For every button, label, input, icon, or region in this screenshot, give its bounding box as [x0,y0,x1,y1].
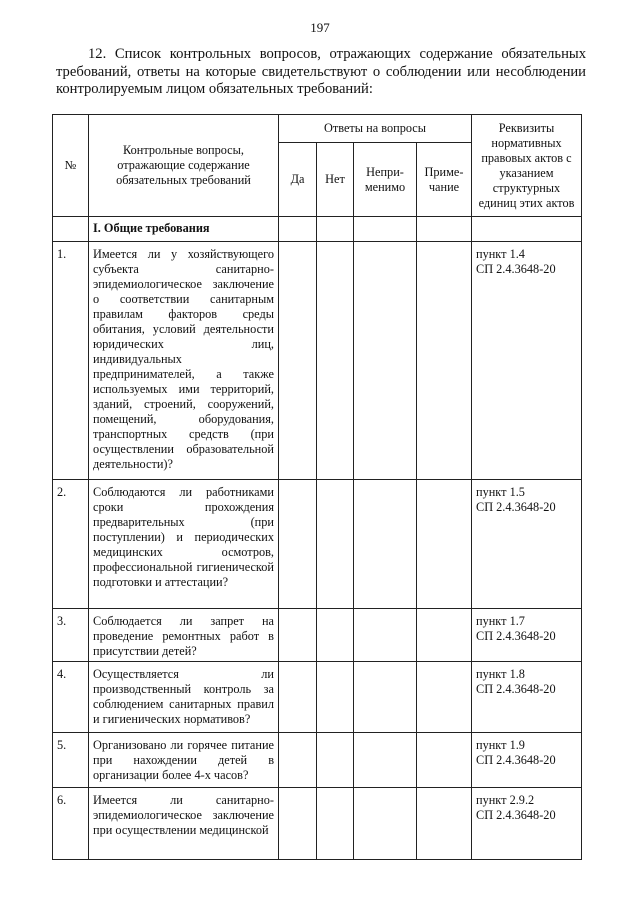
answer-yes-cell [279,480,317,609]
answer-yes-cell [279,242,317,480]
answer-note-cell [417,788,472,860]
answer-note-cell [417,480,472,609]
table-row [53,609,582,662]
header-na: Непри-менимо [354,143,417,217]
table-row [53,733,582,788]
row-num: 3. [53,609,89,662]
table-row [53,788,582,860]
answer-no-cell [317,242,354,480]
answer-no-cell [317,733,354,788]
page-number: 197 [310,20,330,35]
answer-cell [279,217,317,242]
row-question: Соблюдаются ли работниками сроки прохождения предварительных (при поступлении) и периодических медицинских осмотров, профессиональной гигиенической подготовки и аттестации? [89,480,279,609]
header-num: № [53,115,89,217]
answer-no-cell [317,788,354,860]
section-title: I. Общие требования [89,217,279,242]
row-requisites: пункт 1.7 СП 2.4.3648-20 [472,609,582,662]
answer-yes-cell [279,733,317,788]
answer-no-cell [317,480,354,609]
answer-yes-cell [279,662,317,733]
table-row [53,480,582,609]
answer-na-cell [354,242,417,480]
row-num: 4. [53,662,89,733]
header-yes: Да [279,143,317,217]
table-row [53,662,582,733]
answer-na-cell [354,662,417,733]
section-num-cell [53,217,89,242]
row-requisites: пункт 1.4 СП 2.4.3648-20 [472,242,582,480]
answer-no-cell [317,609,354,662]
row-question: Имеется ли санитарно-эпидемиологическое заключение при осуществлении медицинской [89,788,279,860]
answer-na-cell [354,788,417,860]
checklist-table [52,114,582,860]
row-num: 2. [53,480,89,609]
list-heading: 12. Список контрольных вопросов, отражающих содержание обязательных требований, ответы на которые свидетельствуют о соблюдении или несоблюдении контролируемым лицом обязательных требований: [56,46,586,97]
header-note: Приме-чание [417,143,472,217]
row-question: Осуществляется ли производственный контроль за соблюдением санитарных правил и гигиенических нормативов? [89,662,279,733]
answer-na-cell [354,733,417,788]
row-question: Соблюдается ли запрет на проведение ремонтных работ в присутствии детей? [89,609,279,662]
requisites-cell [472,217,582,242]
answer-note-cell [417,733,472,788]
row-requisites: пункт 2.9.2 СП 2.4.3648-20 [472,788,582,860]
answer-yes-cell [279,609,317,662]
answer-cell [354,217,417,242]
row-requisites: пункт 1.9 СП 2.4.3648-20 [472,733,582,788]
answer-na-cell [354,609,417,662]
header-no: Нет [317,143,354,217]
row-question: Организовано ли горячее питание при нахождении детей в организации более 4-х часов? [89,733,279,788]
answer-note-cell [417,662,472,733]
header-answers: Ответы на вопросы [279,115,472,143]
answer-note-cell [417,609,472,662]
answer-note-cell [417,242,472,480]
row-num: 5. [53,733,89,788]
answer-na-cell [354,480,417,609]
answer-cell [317,217,354,242]
row-requisites: пункт 1.5 СП 2.4.3648-20 [472,480,582,609]
answer-cell [417,217,472,242]
row-requisites: пункт 1.8 СП 2.4.3648-20 [472,662,582,733]
row-num: 1. [53,242,89,480]
row-num: 6. [53,788,89,860]
header-requisites: Реквизиты нормативных правовых актов с указанием структурных единиц этих актов [472,115,582,217]
table-row [53,242,582,480]
answer-yes-cell [279,788,317,860]
row-question: Имеется ли у хозяйствующего субъекта санитарно-эпидемиологическое заключение о соответствии санитарным правилам факторов среды обитания, условий деятельности юридических лиц, индивидуальных предпринимателей, а также используемых ими территорий, зданий, строений, сооружений, помещений, оборудования, транспортных средств (при осуществлении образовательной деятельности)? [89,242,279,480]
answer-no-cell [317,662,354,733]
header-question: Контрольные вопросы, отражающие содержание обязательных требований [89,115,279,217]
